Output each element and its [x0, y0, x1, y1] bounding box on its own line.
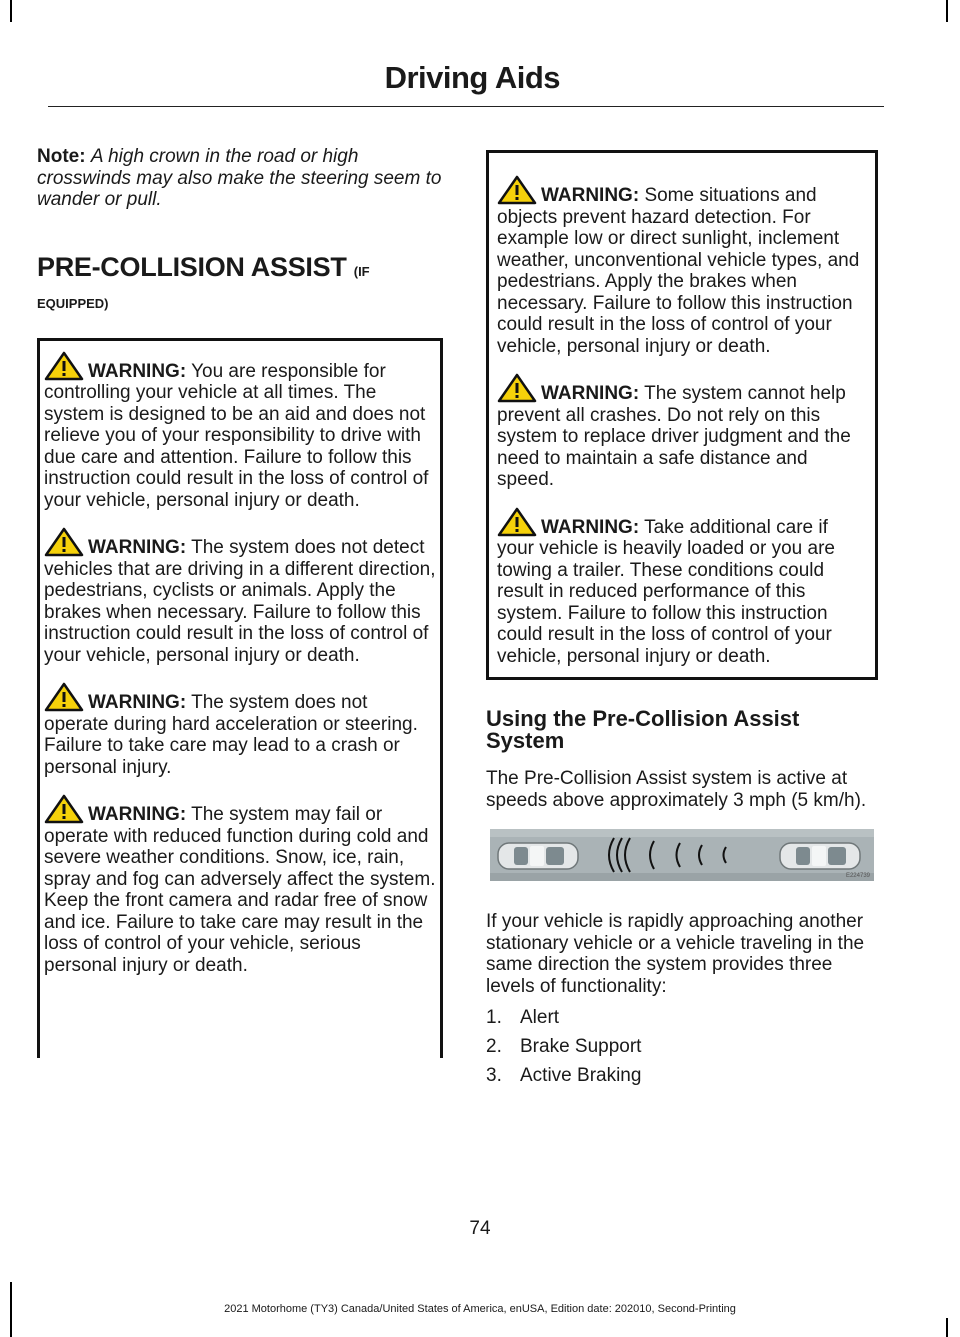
header-divider — [48, 106, 884, 107]
warning-label: WARNING: — [88, 804, 187, 825]
warning-text: The system may fail or operate with reduced function during cold and severe weather conditions. Snow, ice, rain, spray and fog can adversely affect the system. Keep the front camera and radar free of snow and ice. Failure to take care may result in the loss of control of your vehicle, serious personal injury or death. — [44, 804, 436, 976]
warning-item — [44, 351, 436, 512]
page-number: 74 — [469, 1218, 491, 1239]
page-footer: 2021 Motorhome (TY3) Canada/United States of America, enUSA, Edition date: 202010, Second-Printing — [224, 1303, 736, 1315]
list-item-number: 1. — [486, 1007, 502, 1028]
functionality-list — [486, 1007, 878, 1086]
warning-box-left — [37, 338, 443, 1058]
list-item-label: Active Braking — [520, 1065, 642, 1086]
list-item-label: Brake Support — [520, 1036, 642, 1057]
list-item-number: 3. — [486, 1065, 502, 1086]
warning-item — [44, 682, 436, 778]
front-car-icon — [780, 843, 860, 869]
section-heading — [37, 251, 443, 288]
warning-item — [497, 175, 869, 357]
crop-mark-bottom-right — [946, 1318, 948, 1337]
rear-car-icon — [498, 843, 578, 869]
warning-box-right — [486, 150, 878, 680]
warning-triangle-icon — [42, 682, 88, 712]
warning-triangle-icon — [42, 794, 88, 824]
list-item — [486, 1065, 878, 1086]
warning-text: The system cannot help prevent all crashes. Do not rely on this system to replace driver judgment and the need to maintain a safe distance and speed. — [497, 383, 851, 490]
warning-text: You are responsible for controlling your vehicle at all times. The system is designed to be an aid and does not relieve you of your responsibility to drive with due care and attention. Failure to follow this instruction could result in the loss of control of your vehicle, personal injury or death. — [44, 360, 429, 511]
warning-label: WARNING: — [541, 516, 640, 538]
pre-collision-diagram-image — [490, 829, 874, 881]
crop-mark-top-left — [10, 0, 12, 22]
crop-mark-top-right — [946, 0, 948, 22]
section-heading-title: PRE-COLLISION ASSIST — [37, 251, 347, 282]
intro-paragraph: The Pre-Collision Assist system is active at speeds above approximately 3 mph (5 km/h). — [486, 768, 867, 811]
warning-label: WARNING: — [88, 692, 187, 713]
list-item — [486, 1036, 878, 1057]
note-label: Note: — [37, 146, 86, 167]
section-heading-qualifier-continued: EQUIPPED) — [37, 295, 109, 311]
warning-label: WARNING: — [88, 537, 187, 558]
section-heading-qualifier: (IF — [353, 263, 370, 279]
left-column — [37, 146, 443, 1058]
warning-label: WARNING: — [541, 383, 640, 404]
list-item — [486, 1007, 878, 1028]
warning-label: WARNING: — [88, 360, 187, 382]
note-text: A high crown in the road or high crosswinds may also make the steering seem to wander or pull. — [37, 146, 442, 210]
page-header-title: Driving Aids — [384, 60, 560, 95]
functionality-paragraph: If your vehicle is rapidly approaching another stationary vehicle or a vehicle traveling in the same direction the system provides three levels of functionality: — [486, 911, 865, 997]
warning-triangle-icon — [495, 507, 541, 537]
warning-label: WARNING: — [541, 185, 640, 206]
warning-triangle-icon — [495, 175, 541, 205]
warning-text: The system does not operate during hard acceleration or steering. Failure to take care may lead to a crash or personal injury. — [44, 692, 418, 778]
warning-item — [497, 373, 869, 491]
subsection-heading: Using the Pre-Collision Assist System — [486, 706, 800, 753]
list-item-label: Alert — [520, 1007, 560, 1028]
warning-item — [44, 794, 436, 976]
warning-text: Some situations and objects prevent hazard detection. For example low or direct sunlight, inclement weather, unconventional vehicle types, and pedestrians. Apply the brakes when necessary. Failure to follow this instruction could result in the loss of control of your vehicle, personal injury or death. — [497, 185, 860, 357]
warning-triangle-icon — [495, 373, 541, 403]
warning-triangle-icon — [42, 527, 88, 557]
warning-item — [44, 527, 436, 666]
warning-item — [497, 507, 869, 668]
list-item-number: 2. — [486, 1036, 502, 1057]
warning-text: Take additional care if your vehicle is heavily loaded or you are towing a trailer. These conditions could result in reduced performance of this system. Failure to follow this instruction could result in the loss of control of your vehicle, personal injury or death. — [497, 516, 835, 667]
image-code: E224739 — [845, 873, 870, 879]
warning-text: The system does not detect vehicles that are driving in a different direction, pedestrians, cyclists or animals. Apply the brakes when necessary. Failure to follow this instruction could result in the loss of control of your vehicle, personal injury or death. — [44, 537, 436, 666]
note-paragraph — [37, 146, 443, 211]
warning-triangle-icon — [42, 351, 88, 381]
right-column — [486, 150, 878, 1094]
